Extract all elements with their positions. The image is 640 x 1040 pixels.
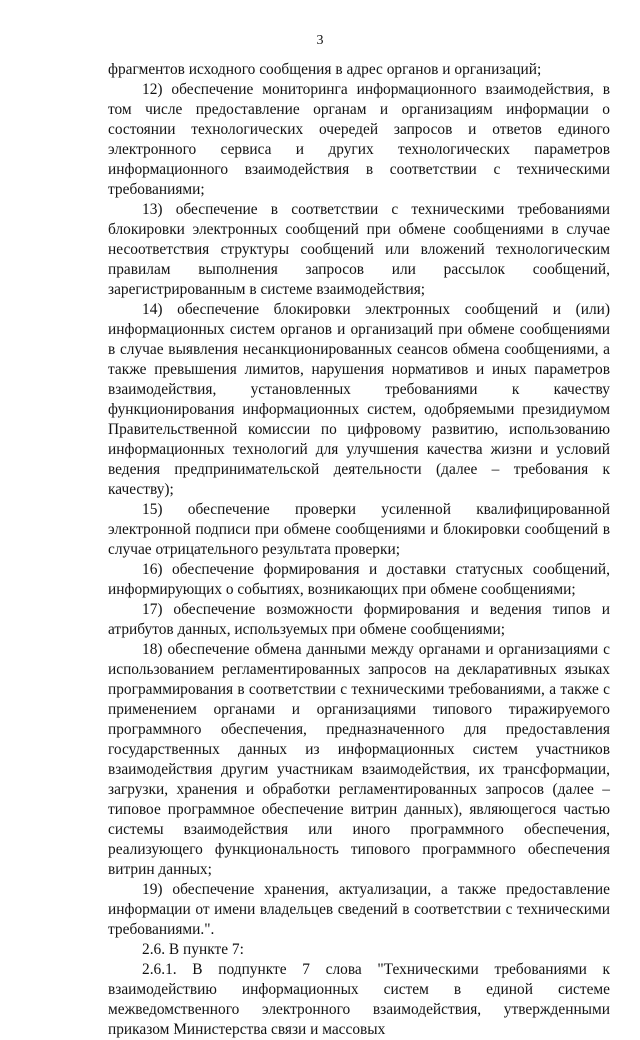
paragraph-item-16: 16) обеспечение формирования и доставки статусных сообщений, информирующих о событиях, возникающих при обмене сообщениями; <box>108 561 610 598</box>
paragraph-item-15: 15) обеспечение проверки усиленной квалифицированной электронной подписи при обмене сообщениями и блокировки сообщений в случае отрицательного результата проверки; <box>108 501 610 558</box>
paragraph-item-17: 17) обеспечение возможности формирования и ведения типов и атрибутов данных, используемых при обмене сообщениями; <box>108 601 610 638</box>
paragraph-continuation: фрагментов исходного сообщения в адрес органов и организаций; <box>108 61 542 78</box>
paragraph-item-18: 18) обеспечение обмена данными между органами и организациями с использованием регламентированных запросов на декларативных языках программирования в соответствии с техническими требованиями, а также с применением органами и организациями типового тиражируемого программного обеспечения, предназначенного для предоставления государственных данных из информационных систем участников взаимодействия другим участникам взаимодействия, их трансформации, загрузки, хранения и обработки регламентированных запросов (далее – типовое программное обеспечение витрин данных), являющегося частью системы взаимодействия или иного программного обеспечения, реализующего функциональность типового программного обеспечения витрин данных; <box>108 641 610 878</box>
paragraph-item-13: 13) обеспечение в соответствии с техническими требованиями блокировки электронных сообщений при обмене сообщениями в случае несоответствия структуры сообщений или вложений технологическим правилам выполнения запросов или рассылок сообщений, зарегистрированным в системе взаимодействия; <box>108 201 610 298</box>
paragraph-section-2-6-1: 2.6.1. В подпункте 7 слова "Техническими требованиями к взаимодействию информационных систем в единой системе межведомственного электронного взаимодействия, утвержденными приказом Министерства связи и массовых <box>108 961 610 1038</box>
paragraph-section-2-6: 2.6. В пункте 7: <box>142 941 244 958</box>
paragraph-item-14: 14) обеспечение блокировки электронных сообщений и (или) информационных систем органов и организаций при обмене сообщениями в случае выявления несанкционированных сеансов обмена сообщениями, а также превышения лимитов, нарушения нормативов и иных параметров взаимодействия, установленных требованиями к качеству функционирования информационных систем, одобряемыми президиумом Правительственной комиссии по цифровому развитию, использованию информационных технологий для улучшения качества жизни и условий ведения предпринимательской деятельности (далее – требования к качеству); <box>108 301 610 498</box>
page-number: 3 <box>316 33 324 48</box>
paragraph-item-19: 19) обеспечение хранения, актуализации, а также предоставление информации от имени владельцев сведений в соответствии с техническими требованиями.". <box>108 881 610 938</box>
document-body <box>108 60 610 1040</box>
paragraph-item-12: 12) обеспечение мониторинга информационного взаимодействия, в том числе предоставление органам и организациям информации о состоянии технологических очередей запросов и ответов единого электронного сервиса и других технологических параметров информационного взаимодействия в соответствии с техническими требованиями; <box>108 81 610 198</box>
